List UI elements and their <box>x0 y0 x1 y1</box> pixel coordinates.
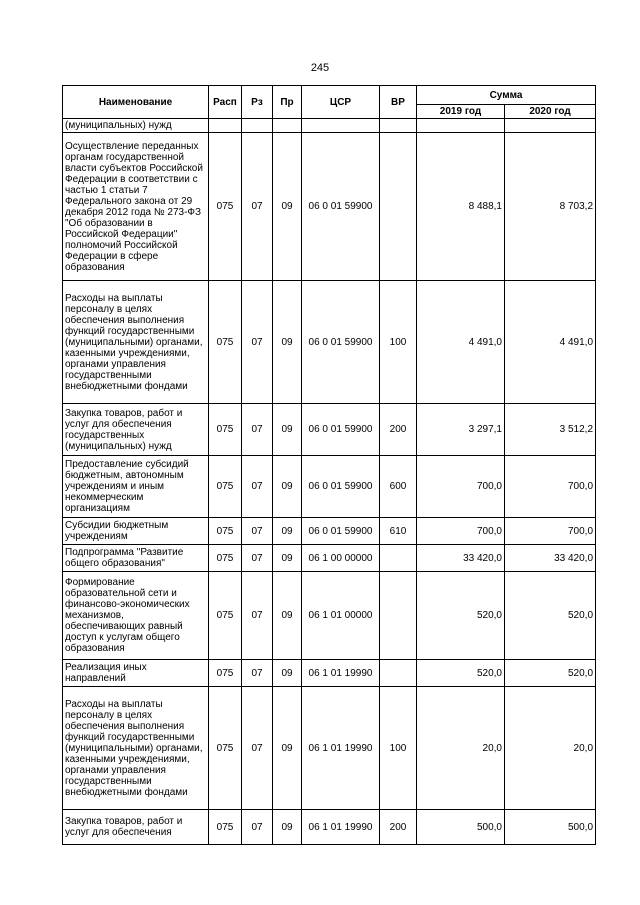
row-sum-2020: 3 512,2 <box>505 404 596 456</box>
header-year-2020: 2020 год <box>505 105 596 119</box>
row-vr: 100 <box>380 281 417 404</box>
row-vr <box>380 572 417 660</box>
header-sum: Сумма <box>417 86 596 105</box>
row-sum-2019: 20,0 <box>417 687 505 810</box>
row-rz: 07 <box>242 281 273 404</box>
row-pr: 09 <box>273 456 302 518</box>
row-pr: 09 <box>273 518 302 545</box>
header-vr: ВР <box>380 86 417 119</box>
row-vr <box>380 119 417 133</box>
table-row <box>63 660 596 687</box>
row-sum-2020 <box>505 119 596 133</box>
row-name: Расходы на выплаты персоналу в целях обеспечения выполнения функций государственными (муниципальными) органами, казенными учреждениями, органами управления государственными внебюджетными фондами <box>63 687 209 810</box>
row-rasp: 075 <box>209 572 242 660</box>
row-name: Закупка товаров, работ и услуг для обеспечения <box>63 810 209 845</box>
row-pr: 09 <box>273 687 302 810</box>
header-name: Наименование <box>63 86 209 119</box>
row-csr: 06 0 01 59900 <box>302 518 380 545</box>
row-pr <box>273 119 302 133</box>
row-sum-2019 <box>417 119 505 133</box>
row-csr <box>302 119 380 133</box>
row-csr: 06 0 01 59900 <box>302 404 380 456</box>
row-vr: 200 <box>380 404 417 456</box>
row-csr: 06 0 01 59900 <box>302 456 380 518</box>
row-pr: 09 <box>273 572 302 660</box>
row-sum-2019: 4 491,0 <box>417 281 505 404</box>
row-rz: 07 <box>242 660 273 687</box>
row-name: Закупка товаров, работ и услуг для обеспечения государственных (муниципальных) нужд <box>63 404 209 456</box>
row-rz <box>242 119 273 133</box>
row-rz: 07 <box>242 518 273 545</box>
table-row <box>63 281 596 404</box>
row-csr: 06 1 01 19990 <box>302 810 380 845</box>
row-sum-2020: 4 491,0 <box>505 281 596 404</box>
row-name: Формирование образовательной сети и финансово-экономических механизмов, обеспечивающих равный доступ к услугам общего образования <box>63 572 209 660</box>
row-rz: 07 <box>242 404 273 456</box>
row-rasp: 075 <box>209 133 242 281</box>
table-row <box>63 456 596 518</box>
header-year-2019: 2019 год <box>417 105 505 119</box>
row-rasp: 075 <box>209 687 242 810</box>
row-pr: 09 <box>273 281 302 404</box>
row-rz: 07 <box>242 545 273 572</box>
row-csr: 06 0 01 59900 <box>302 133 380 281</box>
row-vr: 100 <box>380 687 417 810</box>
row-rasp: 075 <box>209 456 242 518</box>
row-sum-2019: 3 297,1 <box>417 404 505 456</box>
row-pr: 09 <box>273 810 302 845</box>
row-name: Реализация иных направлений <box>63 660 209 687</box>
row-rz: 07 <box>242 687 273 810</box>
row-name: Субсидии бюджетным учреждениям <box>63 518 209 545</box>
row-vr: 610 <box>380 518 417 545</box>
row-rz: 07 <box>242 810 273 845</box>
row-sum-2019: 500,0 <box>417 810 505 845</box>
table-row <box>63 133 596 281</box>
row-sum-2020: 700,0 <box>505 518 596 545</box>
row-sum-2019: 700,0 <box>417 518 505 545</box>
row-vr <box>380 545 417 572</box>
row-sum-2020: 700,0 <box>505 456 596 518</box>
row-name: Подпрограмма "Развитие общего образования" <box>63 545 209 572</box>
table-row <box>63 572 596 660</box>
row-pr: 09 <box>273 660 302 687</box>
row-csr: 06 1 01 19990 <box>302 660 380 687</box>
table-row <box>63 545 596 572</box>
row-rasp <box>209 119 242 133</box>
table-row <box>63 687 596 810</box>
page-number: 245 <box>310 62 330 74</box>
table-header <box>63 86 596 119</box>
header-pr: Пр <box>273 86 302 119</box>
row-rasp: 075 <box>209 518 242 545</box>
header-rasp: Расп <box>209 86 242 119</box>
row-sum-2019: 520,0 <box>417 572 505 660</box>
row-vr: 200 <box>380 810 417 845</box>
table-row <box>63 518 596 545</box>
row-rz: 07 <box>242 133 273 281</box>
row-vr <box>380 133 417 281</box>
row-vr: 600 <box>380 456 417 518</box>
row-csr: 06 1 01 19990 <box>302 687 380 810</box>
row-name: (муниципальных) нужд <box>63 119 209 133</box>
row-sum-2020: 500,0 <box>505 810 596 845</box>
row-csr: 06 0 01 59900 <box>302 281 380 404</box>
budget-table <box>62 85 596 845</box>
header-rz: Рз <box>242 86 273 119</box>
row-name: Расходы на выплаты персоналу в целях обеспечения выполнения функций государственными (муниципальными) органами, казенными учреждениями, органами управления государственными внебюджетными фондами <box>63 281 209 404</box>
row-rasp: 075 <box>209 281 242 404</box>
row-sum-2019: 520,0 <box>417 660 505 687</box>
row-sum-2020: 520,0 <box>505 572 596 660</box>
row-rasp: 075 <box>209 545 242 572</box>
row-sum-2019: 33 420,0 <box>417 545 505 572</box>
row-sum-2019: 8 488,1 <box>417 133 505 281</box>
row-name: Предоставление субсидий бюджетным, автономным учреждениям и иным некоммерческим организациям <box>63 456 209 518</box>
header-csr: ЦСР <box>302 86 380 119</box>
row-rasp: 075 <box>209 810 242 845</box>
row-sum-2020: 33 420,0 <box>505 545 596 572</box>
row-csr: 06 1 01 00000 <box>302 572 380 660</box>
row-pr: 09 <box>273 133 302 281</box>
table-row <box>63 810 596 845</box>
table-body <box>63 119 596 845</box>
row-sum-2020: 520,0 <box>505 660 596 687</box>
row-sum-2020: 8 703,2 <box>505 133 596 281</box>
row-rz: 07 <box>242 572 273 660</box>
row-sum-2019: 700,0 <box>417 456 505 518</box>
table-row <box>63 404 596 456</box>
row-rasp: 075 <box>209 660 242 687</box>
row-sum-2020: 20,0 <box>505 687 596 810</box>
row-name: Осуществление переданных органам государственной власти субъектов Российской Федерации в соответствии с частью 1 статьи 7 Федерального закона от 29 декабря 2012 года № 273-ФЗ "Об образовании в Российской Федерации" полномочий Российской Федерации в сфере образования <box>63 133 209 281</box>
row-vr <box>380 660 417 687</box>
row-rz: 07 <box>242 456 273 518</box>
row-pr: 09 <box>273 545 302 572</box>
row-csr: 06 1 00 00000 <box>302 545 380 572</box>
table-row <box>63 119 596 133</box>
row-pr: 09 <box>273 404 302 456</box>
row-rasp: 075 <box>209 404 242 456</box>
